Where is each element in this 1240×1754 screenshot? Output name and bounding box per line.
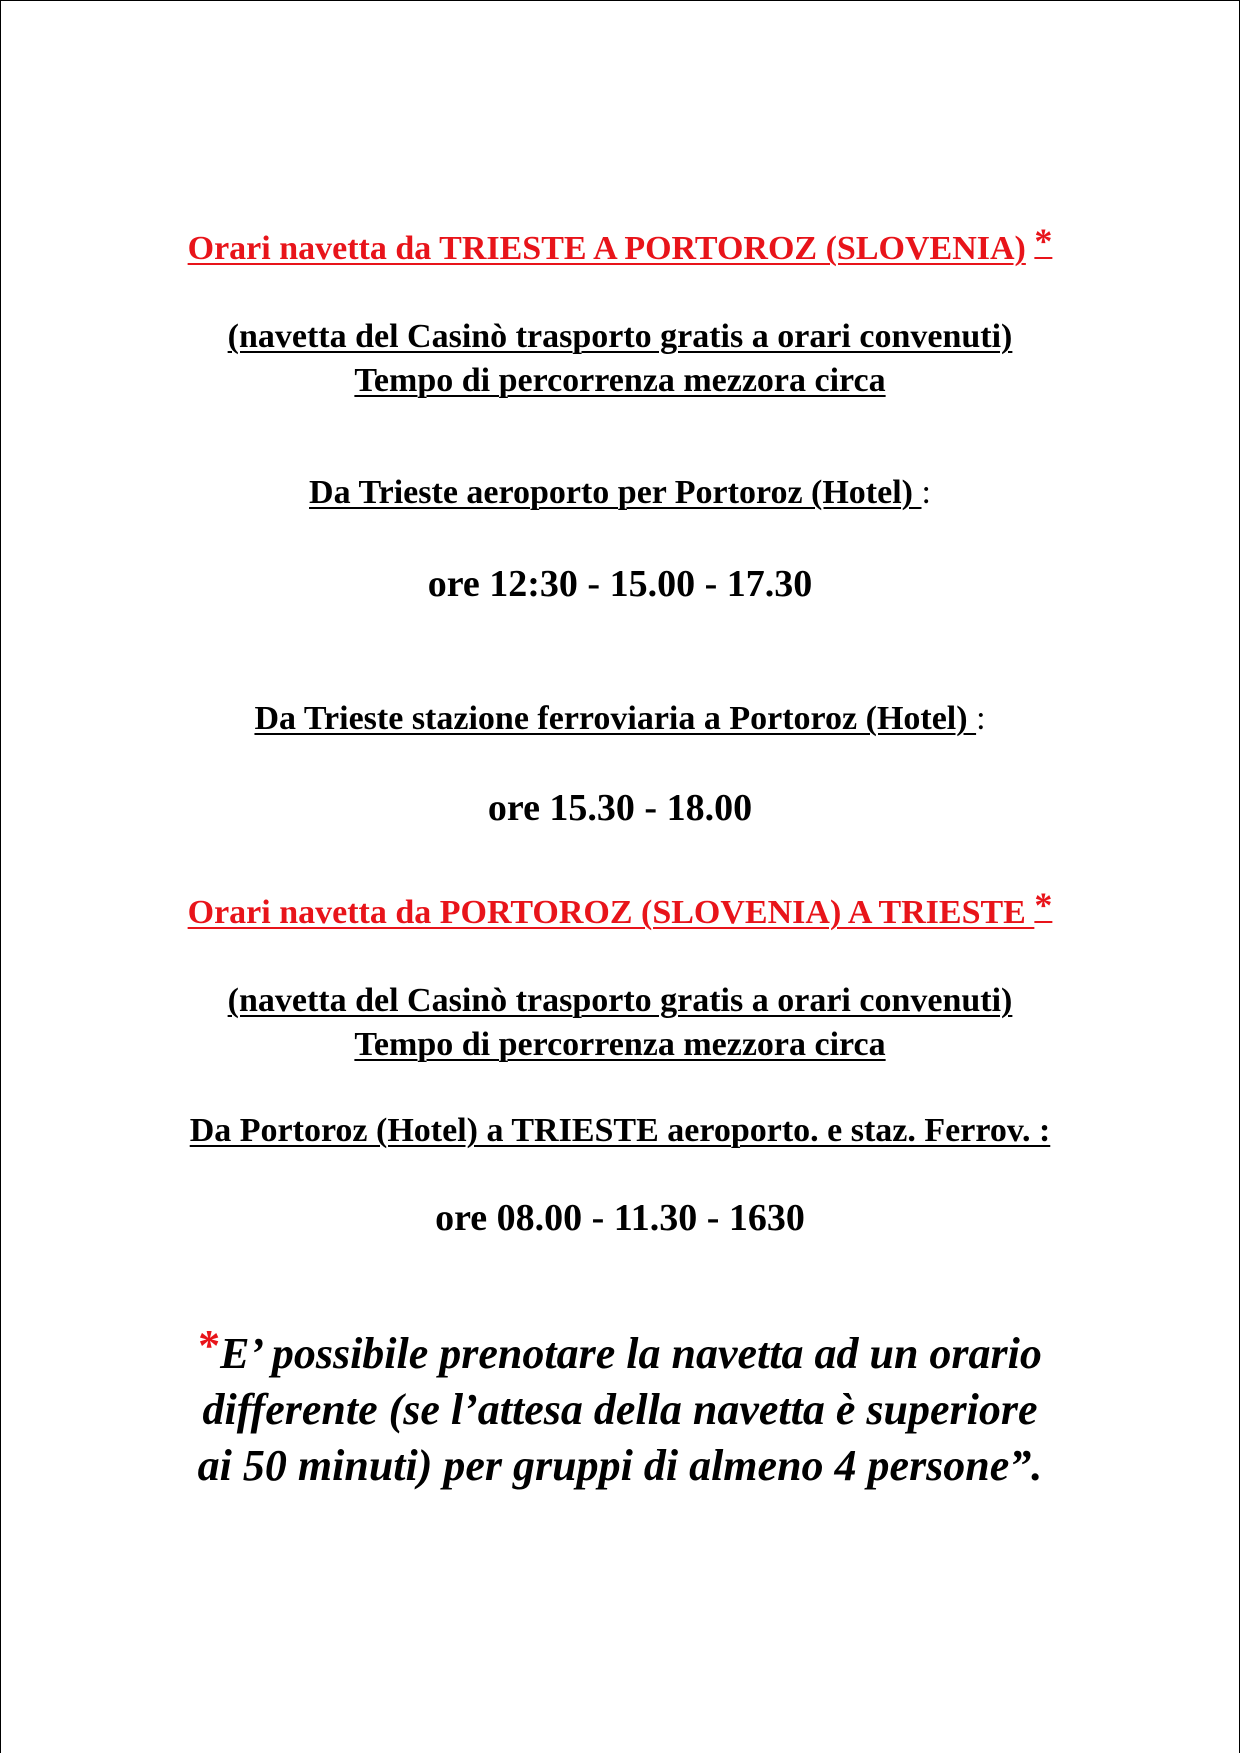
section2-route-label [0,1112,1240,1150]
route2-label [0,700,1240,738]
route1-colon: : [921,474,931,511]
section2-subtitle-line1-text: (navetta del Casinò trasporto gratis a orari convenuti) [227,982,1013,1019]
route2-label-text: Da Trieste stazione ferroviaria a Portoroz (Hotel) [254,700,977,737]
route1-label-text: Da Trieste aeroporto per Portoroz (Hotel) [309,474,922,511]
section1-subtitle-line1 [0,318,1240,356]
section2-subtitle-line2-text: Tempo di percorrenza mezzora circa [354,1026,886,1063]
section1-heading-text: Orari navetta da TRIESTE A PORTOROZ (SLOVENIA) [187,230,1026,267]
route1-label [0,474,1240,512]
section1-subtitle-line2-text: Tempo di percorrenza mezzora circa [354,362,886,399]
booking-note-line1 [0,1318,1240,1382]
section2-heading-text: Orari navetta da PORTOROZ (SLOVENIA) A TRIESTE [187,894,1035,931]
section2-heading [0,884,1240,932]
section1-asterisk: * [1034,221,1053,261]
booking-note-line3: ai 50 minuti) per gruppi di almeno 4 persone”. [197,1441,1043,1490]
section2-route-label-text: Da Portoroz (Hotel) a TRIESTE aeroporto. e staz. Ferrov. : [189,1112,1051,1149]
section2-subtitle-line2 [0,1026,1240,1064]
note-asterisk: * [198,1321,221,1370]
route1-times: ore 12:30 - 15.00 - 17.30 [427,563,813,605]
section1-subtitle-line2 [0,362,1240,400]
section2-subtitle-line1 [0,982,1240,1020]
section2-route-times: ore 08.00 - 11.30 - 1630 [435,1197,805,1239]
route2-times: ore 15.30 - 18.00 [487,787,753,829]
booking-note-line2: differente (se l’attesa della navetta è superiore [202,1385,1038,1434]
section1-heading [0,220,1240,268]
booking-note-line1-text: E’ possibile prenotare la navetta ad un orario [220,1329,1042,1378]
section1-subtitle-line1-text: (navetta del Casinò trasporto gratis a orari convenuti) [227,318,1013,355]
section2-asterisk: * [1034,885,1053,925]
route2-colon: : [976,700,986,737]
booking-note [0,1318,1240,1494]
